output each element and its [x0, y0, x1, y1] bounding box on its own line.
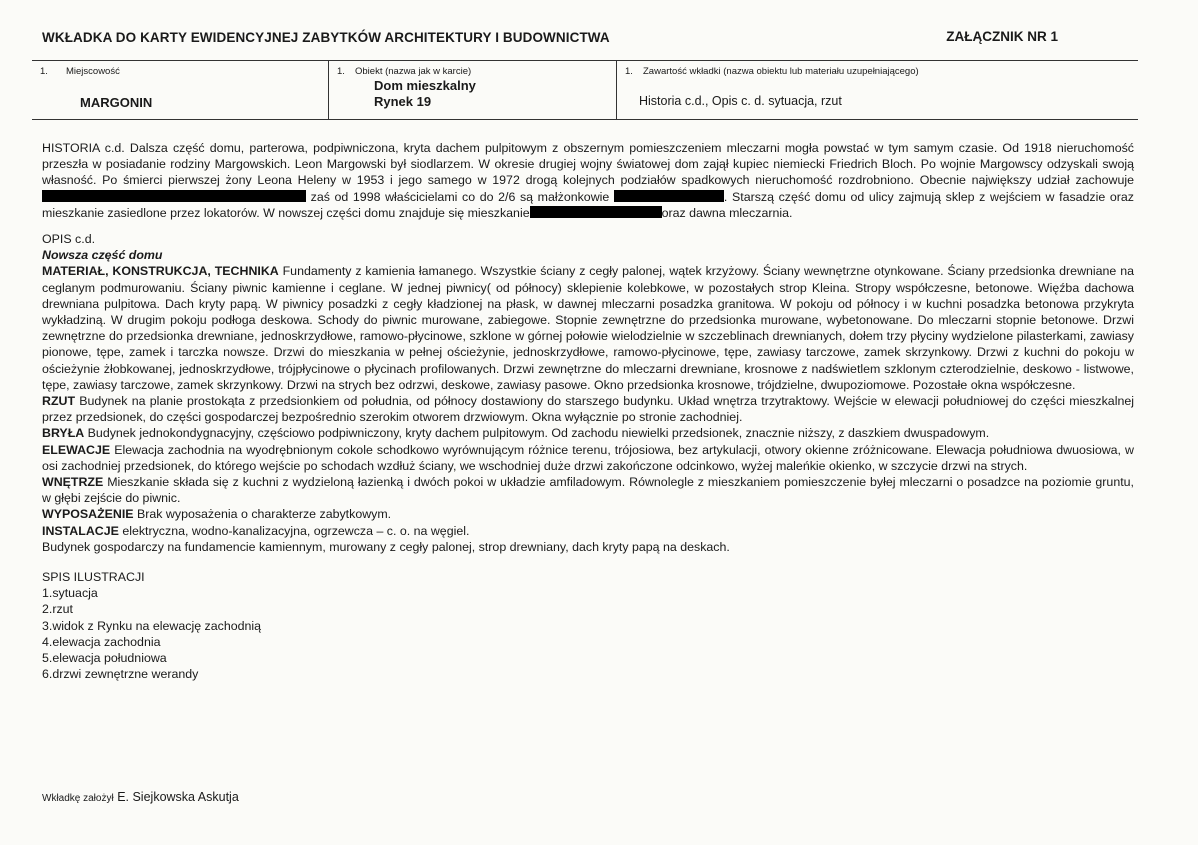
section-label: ELEWACJE	[42, 442, 111, 457]
contents-label: 1. Zawartość wkładki (nazwa obiektu lub materiału uzupełniającego)	[625, 66, 919, 77]
opis-subheading: Nowsza część domu	[42, 248, 163, 263]
section-wnetrze: WNĘTRZE Mieszkanie składa się z kuchni z wydzieloną łazienką i dwóch pokoi w układzie amfiladowym. Równolegle z mieszkaniem pomieszczenie byłej mleczarni o posadzce na poziomie gruntu, w głębi zejście do piwnic.	[42, 475, 1134, 506]
list-item: 3.widok z Rynku na elewację zachodnią	[42, 618, 262, 633]
contents-cell	[616, 61, 1139, 119]
annex-number: ZAŁĄCZNIK NR 1	[946, 29, 1058, 44]
redaction-box	[530, 206, 662, 218]
object-name: Dom mieszkalny	[374, 78, 476, 93]
section-bryla: BRYŁA Budynek jednokondygnacyjny, częściowo podpiwniczony, kryty dachem pulpitowym. Od zachodu niewielki przedsionek, znacznie niższy, z daszkiem dwuspadowym.	[42, 426, 990, 441]
section-label: MATERIAŁ, KONSTRUKCJA, TECHNIKA	[42, 264, 279, 279]
redaction-box	[42, 190, 306, 202]
section-wyposazenie: WYPOSAŻENIE Brak wyposażenia o charakterze zabytkowym.	[42, 507, 392, 522]
list-item: 6.drzwi zewnętrzne werandy	[42, 667, 199, 682]
object-address: Rynek 19	[374, 94, 432, 109]
object-cell	[328, 61, 616, 119]
document-body	[42, 140, 1134, 683]
locality-value: MARGONIN	[80, 95, 153, 110]
section-label: RZUT	[42, 394, 76, 409]
list-item: 4.elewacja zachodnia	[42, 634, 161, 649]
list-item: 5.elewacja południowa	[42, 651, 167, 666]
spis-heading: SPIS ILUSTRACJI	[42, 570, 145, 585]
info-table	[32, 60, 1138, 120]
author-name: E. Siejkowska Askutja	[117, 790, 239, 804]
author-label: Wkładkę założył	[42, 793, 114, 804]
section-instalacje: INSTALACJE elektryczna, wodno-kanalizacyjna, ogrzewcza – c. o. na węgiel.	[42, 523, 470, 538]
list-item: 2.rzut	[42, 602, 73, 617]
section-label: INSTALACJE	[42, 523, 119, 538]
redaction-box	[614, 190, 724, 202]
section-material: MATERIAŁ, KONSTRUKCJA, TECHNIKA Fundamenty z kamienia łamanego. Wszystkie ściany z cegły palonej, wątek krzyżowy. Ściany wewnętrzne otynkowane. Ściany przedsionka drewniane na ceglanym podmurowaniu. Ściany piwnic kamienne i ceglane. W jednej piwnicy( od północy) sklepienie kolebkowe, w pozostałych strop Kleina. Stropy współczesne, betonowe. Więźba dachowa drewniana pulpitowa. Dach kryty papą. W piwnicy posadzki z cegły kładzionej na płask, w dawnej mleczarni posadzka granitowa. W pokoju od północy i w kuchni posadzka betonowa przykryta wykładziną. W drugim pokoju podłoga deskowa. Schody do piwnic murowane, zabiegowe. Stopnie zewnętrzne do przedsionka murowane, wybetonowane. Do mleczarni stopnie betonowe. Drzwi zewnętrzne do przedsionka drewniane, jednoskrzydłowe, ramowo-płycinowe, szklone w górnej połowie wielodzielnie w szczeblinach drewnianych, dołem trzy płyciny wydzielone pilasterkami, zawiasy pionowe, tępe, zamek i tarczka nowsze. Drzwi do mieszkania w pełnej ościeżynie, jednoskrzydłowe, ramowo-płycinowe, tępe, zawiasy tarczowe, zamek skrzynkowy. Drzwi z kuchni do pokoju w ościeżynie żłobkowanej, jednoskrzydłowe, trójpłycinowe o płycinach profilowanych. Drzwi zewnętrzne do mleczarni drewniane, krosnowe z nadświetlem szklonym czterodzielnie, deskowo - listwowe, tępe, zawiasy tarczowe, zamek skrzynkowy. Drzwi na strych bez odrzwi, deskowe, zawiasy pasowe. Okno przedsionka krosnowe, trójdzielne, dwupoziomowe. Pozostałe okna współczesne.	[42, 264, 1134, 392]
historia-heading: HISTORIA c.d.	[42, 141, 125, 155]
contents-value: Historia c.d., Opis c. d. sytuacja, rzut	[639, 94, 842, 108]
section-label: WNĘTRZE	[42, 475, 104, 490]
section-extra: Budynek gospodarczy na fundamencie kamiennym, murowany z cegły palonej, strop drewniany, dach kryty papą na deskach.	[42, 539, 730, 554]
locality-label: 1. Miejscowość	[40, 66, 120, 77]
section-label: BRYŁA	[42, 426, 85, 441]
object-label: 1. Obiekt (nazwa jak w karcie)	[337, 66, 472, 77]
footer-signature	[42, 790, 239, 804]
section-rzut: RZUT Budynek na planie prostokąta z przedsionkiem od południa, od północy dostawiony do starszego budynku. Układ wnętrza trzytraktowy. Wejście w elewacji południowej do części mieszkalnej przez przedsionek, do części gospodarczej bezpośrednio szerokim otworem drzwiowym. Okna wyłącznie po stronie zachodniej.	[42, 394, 1134, 425]
opis-heading: OPIS c.d.	[42, 232, 96, 247]
section-label: WYPOSAŻENIE	[42, 507, 134, 522]
document-title: WKŁADKA DO KARTY EWIDENCYJNEJ ZABYTKÓW ARCHITEKTURY I BUDOWNICTWA	[42, 30, 610, 45]
locality-cell	[32, 61, 327, 119]
list-item: 1.sytuacja	[42, 586, 98, 601]
historia-paragraph: HISTORIA c.d. Dalsza część domu, parterowa, podpiwniczona, kryta dachem pulpitowym z obszernym pomieszczeniem mleczarni mogła powstać w tym samym czasie. Od 1918 nieruchomość przeszła w posiadanie rodziny Margowskich. Leon Margowski był siodlarzem. W okresie drugiej wojny światowej dom zajął kupiec niemiecki Friedrich Bloch. Po wojnie Margowscy odzyskali swoją własność. Po śmierci pierwszej żony Leona Heleny w 1953 i jego samego w 1972 drogą kolejnych podziałów spadkowych nieruchomość rozdrobniono. Obecnie największy udział zachowuje zaś od 1998 właścicielami co do 2/6 są małżonkowie . Starszą część domu od ulicy zajmują sklep z wejściem w fasadzie oraz mieszkanie zasiedlone przez lokatorów. W nowszej części domu znajduje się mieszkanie oraz dawna mleczarnia.	[42, 141, 1134, 220]
section-elewacje: ELEWACJE Elewacja zachodnia na wyodrębnionym cokole schodkowo wyrównującym różnice terenu, trójosiowa, bez artykulacji, otwory okienne zróżnicowane. Elewacja południowa dwuosiowa, w osi zachodniej przedsionek, do którego wejście po schodach wzdłuż ściany, we wschodniej duże drzwi zakończone odcinkowo, wyżej maleńkie okienko, w szczycie drzwi na strych.	[42, 442, 1134, 473]
